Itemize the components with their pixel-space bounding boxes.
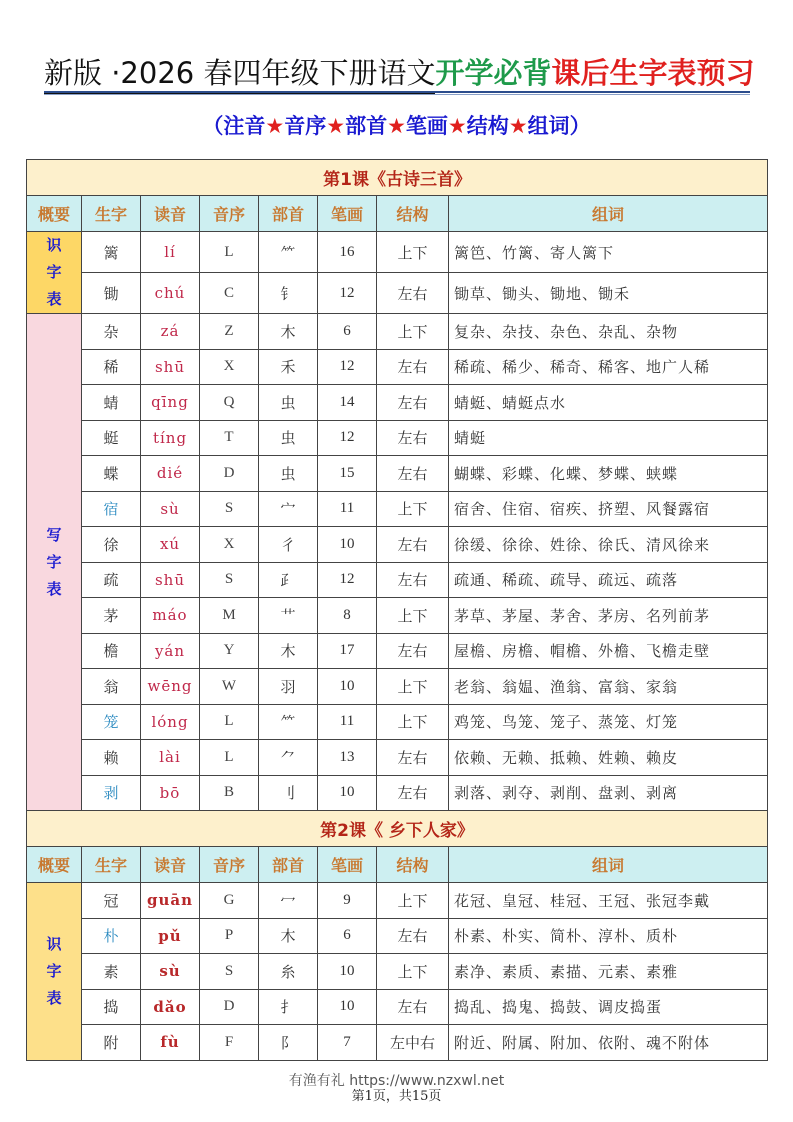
pinyin-cell: bō	[141, 775, 200, 811]
pinyin-cell: máo	[141, 598, 200, 634]
category-char: 表	[46, 290, 62, 308]
subtitle-item: 组词	[527, 114, 570, 138]
word-list-cell: 捣乱、捣鬼、捣鼓、调皮捣蛋	[449, 989, 768, 1025]
stroke-count-cell: 10	[318, 989, 377, 1025]
table-row	[27, 385, 768, 421]
column-header: 概要	[27, 196, 82, 232]
stroke-count-cell: 12	[318, 562, 377, 598]
table-row	[27, 314, 768, 350]
initial-letter-cell: C	[200, 273, 259, 314]
initial-letter-cell: X	[200, 527, 259, 563]
structure-cell: 左右	[377, 562, 449, 598]
pinyin-cell: lài	[141, 740, 200, 776]
table-row	[27, 420, 768, 456]
character-cell: 蜓	[82, 420, 141, 456]
star-icon: ★	[508, 114, 528, 138]
column-header: 组词	[449, 847, 768, 883]
structure-cell: 上下	[377, 669, 449, 705]
column-header: 生字	[82, 847, 141, 883]
table-row	[27, 989, 768, 1025]
word-list-cell: 疏通、稀疏、疏导、疏远、疏落	[449, 562, 768, 598]
word-list-cell: 鸡笼、鸟笼、笼子、蒸笼、灯笼	[449, 704, 768, 740]
stroke-count-cell: 10	[318, 954, 377, 990]
initial-letter-cell: L	[200, 704, 259, 740]
column-header: 音序	[200, 847, 259, 883]
structure-cell: 上下	[377, 314, 449, 350]
category-char: 识	[46, 934, 62, 953]
radical-cell: 木	[259, 918, 318, 954]
word-list-cell: 篱笆、竹篱、寄人篱下	[449, 232, 768, 273]
word-list-cell: 花冠、皇冠、桂冠、王冠、张冠李戴	[449, 883, 768, 919]
column-header: 生字	[82, 196, 141, 232]
radical-cell: 羽	[259, 669, 318, 705]
stroke-count-cell: 7	[318, 1025, 377, 1061]
character-cell: 杂	[82, 314, 141, 350]
character-cell: 锄	[82, 273, 141, 314]
category-cell	[27, 314, 82, 811]
pinyin-cell: chú	[141, 273, 200, 314]
table-row	[27, 775, 768, 811]
subtitle	[0, 110, 793, 140]
subtitle-item: 结构	[466, 114, 509, 138]
stroke-count-cell: 8	[318, 598, 377, 634]
radical-cell: 禾	[259, 349, 318, 385]
stroke-count-cell: 11	[318, 704, 377, 740]
stroke-count-cell: 13	[318, 740, 377, 776]
structure-cell: 上下	[377, 883, 449, 919]
initial-letter-cell: Z	[200, 314, 259, 350]
initial-letter-cell: M	[200, 598, 259, 634]
subtitle-item: 音序	[284, 114, 327, 138]
initial-letter-cell: G	[200, 883, 259, 919]
column-header: 结构	[377, 847, 449, 883]
radical-cell: ⺪	[259, 562, 318, 598]
stroke-count-cell: 12	[318, 349, 377, 385]
column-header: 笔画	[318, 196, 377, 232]
structure-cell: 左右	[377, 918, 449, 954]
lesson-title: 第2课《 乡下人家》	[27, 811, 768, 847]
word-list-cell: 老翁、翁媪、渔翁、富翁、家翁	[449, 669, 768, 705]
column-header: 读音	[141, 847, 200, 883]
pinyin-cell: fù	[141, 1025, 200, 1061]
table-row	[27, 273, 768, 314]
stroke-count-cell: 15	[318, 456, 377, 492]
pinyin-cell: dǎo	[141, 989, 200, 1025]
vocabulary-table	[26, 159, 768, 1061]
character-cell: 稀	[82, 349, 141, 385]
structure-cell: 左中右	[377, 1025, 449, 1061]
radical-cell: 虫	[259, 420, 318, 456]
stroke-count-cell: 6	[318, 314, 377, 350]
lesson-title-row	[27, 160, 768, 196]
structure-cell: 左右	[377, 456, 449, 492]
structure-cell: 左右	[377, 420, 449, 456]
table-row	[27, 918, 768, 954]
radical-cell: 木	[259, 633, 318, 669]
radical-cell: 糸	[259, 954, 318, 990]
table-row	[27, 954, 768, 990]
table-row	[27, 232, 768, 273]
table-row	[27, 704, 768, 740]
category-char: 表	[46, 988, 62, 1007]
title-part-green: 开学必背	[435, 56, 552, 90]
column-header: 读音	[141, 196, 200, 232]
subtitle-item: 注音	[223, 114, 266, 138]
category-char: 字	[46, 263, 62, 281]
table-row	[27, 527, 768, 563]
column-header: 组词	[449, 196, 768, 232]
radical-cell: 刂	[259, 775, 318, 811]
character-cell: 徐	[82, 527, 141, 563]
character-cell: 剥	[82, 775, 141, 811]
word-list-cell: 屋檐、房檐、帽檐、外檐、飞檐走壁	[449, 633, 768, 669]
radical-cell: 宀	[259, 491, 318, 527]
pinyin-cell: tíng	[141, 420, 200, 456]
radical-cell: 彳	[259, 527, 318, 563]
pinyin-cell: guān	[141, 883, 200, 919]
character-cell: 篱	[82, 232, 141, 273]
character-cell: 冠	[82, 883, 141, 919]
structure-cell: 左右	[377, 385, 449, 421]
table-row	[27, 349, 768, 385]
character-cell: 茅	[82, 598, 141, 634]
pinyin-cell: yán	[141, 633, 200, 669]
word-list-cell: 依赖、无赖、抵赖、姓赖、赖皮	[449, 740, 768, 776]
category-char: 字	[46, 552, 62, 571]
pinyin-cell: zá	[141, 314, 200, 350]
initial-letter-cell: L	[200, 232, 259, 273]
table-row	[27, 740, 768, 776]
character-cell: 宿	[82, 491, 141, 527]
pinyin-cell: shū	[141, 349, 200, 385]
table-row	[27, 1025, 768, 1061]
subtitle-open-paren: （	[202, 114, 224, 138]
watermark-text: 有渔有礼 https://www.nzxwl.net	[288, 1073, 505, 1089]
stroke-count-cell: 11	[318, 491, 377, 527]
column-header: 部首	[259, 196, 318, 232]
structure-cell: 上下	[377, 704, 449, 740]
structure-cell: 左右	[377, 273, 449, 314]
word-list-cell: 蜻蜓	[449, 420, 768, 456]
column-header: 概要	[27, 847, 82, 883]
pinyin-cell: pǔ	[141, 918, 200, 954]
star-icon: ★	[447, 114, 467, 138]
title-underline-rule	[44, 91, 750, 95]
title-part-black: 新版 ·2026 春四年级下册语文	[44, 54, 435, 94]
category-char: 写	[46, 525, 62, 544]
word-list-cell: 复杂、杂技、杂色、杂乱、杂物	[449, 314, 768, 350]
page-number: 第1页，共15页	[351, 1089, 442, 1104]
pinyin-cell: sù	[141, 491, 200, 527]
word-list-cell: 稀疏、稀少、稀奇、稀客、地广人稀	[449, 349, 768, 385]
character-cell: 蜻	[82, 385, 141, 421]
table-row	[27, 669, 768, 705]
character-cell: 赖	[82, 740, 141, 776]
stroke-count-cell: 16	[318, 232, 377, 273]
title-part-red: 课后生字表预习	[551, 56, 755, 90]
category-char: 识	[46, 236, 62, 254]
radical-cell: 艹	[259, 598, 318, 634]
lesson-title-row	[27, 811, 768, 847]
word-list-cell: 剥落、剥夺、剥削、盘剥、剥离	[449, 775, 768, 811]
radical-cell: 钅	[259, 273, 318, 314]
pinyin-cell: lí	[141, 232, 200, 273]
initial-letter-cell: Q	[200, 385, 259, 421]
character-cell: 蝶	[82, 456, 141, 492]
column-header: 结构	[377, 196, 449, 232]
word-list-cell: 蜻蜓、蜻蜓点水	[449, 385, 768, 421]
subtitle-close-paren: ）	[569, 114, 591, 138]
structure-cell: 左右	[377, 989, 449, 1025]
radical-cell: ⺈	[259, 740, 318, 776]
column-header-row	[27, 196, 768, 232]
initial-letter-cell: S	[200, 491, 259, 527]
vocabulary-table-body	[27, 160, 768, 1061]
initial-letter-cell: D	[200, 456, 259, 492]
lesson-title: 第1课《古诗三首》	[27, 160, 768, 196]
initial-letter-cell: D	[200, 989, 259, 1025]
structure-cell: 左右	[377, 740, 449, 776]
radical-cell: 扌	[259, 989, 318, 1025]
pinyin-cell: dié	[141, 456, 200, 492]
subtitle-item: 部首	[345, 114, 388, 138]
structure-cell: 上下	[377, 598, 449, 634]
column-header-row	[27, 847, 768, 883]
structure-cell: 左右	[377, 633, 449, 669]
category-cell	[27, 883, 82, 1061]
word-list-cell: 朴素、朴实、简朴、淳朴、质朴	[449, 918, 768, 954]
character-cell: 疏	[82, 562, 141, 598]
structure-cell: 左右	[377, 775, 449, 811]
column-header: 部首	[259, 847, 318, 883]
radical-cell: 阝	[259, 1025, 318, 1061]
star-icon: ★	[265, 114, 285, 138]
structure-cell: 上下	[377, 232, 449, 273]
character-cell: 檐	[82, 633, 141, 669]
table-row	[27, 491, 768, 527]
radical-cell: 虫	[259, 456, 318, 492]
word-list-cell: 锄草、锄头、锄地、锄禾	[449, 273, 768, 314]
pinyin-cell: lóng	[141, 704, 200, 740]
structure-cell: 左右	[377, 349, 449, 385]
radical-cell: ⺮	[259, 704, 318, 740]
radical-cell: 冖	[259, 883, 318, 919]
subtitle-item: 笔画	[405, 114, 448, 138]
initial-letter-cell: T	[200, 420, 259, 456]
pinyin-cell: shū	[141, 562, 200, 598]
pinyin-cell: sù	[141, 954, 200, 990]
initial-letter-cell: S	[200, 954, 259, 990]
table-row	[27, 633, 768, 669]
stroke-count-cell: 12	[318, 420, 377, 456]
character-cell: 素	[82, 954, 141, 990]
star-icon: ★	[326, 114, 346, 138]
stroke-count-cell: 9	[318, 883, 377, 919]
initial-letter-cell: Y	[200, 633, 259, 669]
word-list-cell: 徐缓、徐徐、姓徐、徐氏、清风徐来	[449, 527, 768, 563]
word-list-cell: 蝴蝶、彩蝶、化蝶、梦蝶、蛱蝶	[449, 456, 768, 492]
initial-letter-cell: B	[200, 775, 259, 811]
stroke-count-cell: 10	[318, 669, 377, 705]
stroke-count-cell: 10	[318, 527, 377, 563]
structure-cell: 左右	[377, 527, 449, 563]
word-list-cell: 宿舍、住宿、宿疾、挤塑、风餐露宿	[449, 491, 768, 527]
character-cell: 朴	[82, 918, 141, 954]
stroke-count-cell: 6	[318, 918, 377, 954]
category-char: 表	[46, 579, 62, 598]
character-cell: 捣	[82, 989, 141, 1025]
stroke-count-cell: 12	[318, 273, 377, 314]
stroke-count-cell: 14	[318, 385, 377, 421]
structure-cell: 上下	[377, 491, 449, 527]
initial-letter-cell: P	[200, 918, 259, 954]
word-list-cell: 素净、素质、素描、元素、素雅	[449, 954, 768, 990]
structure-cell: 上下	[377, 954, 449, 990]
radical-cell: 虫	[259, 385, 318, 421]
initial-letter-cell: L	[200, 740, 259, 776]
initial-letter-cell: X	[200, 349, 259, 385]
radical-cell: ⺮	[259, 232, 318, 273]
stroke-count-cell: 17	[318, 633, 377, 669]
pinyin-cell: wēng	[141, 669, 200, 705]
radical-cell: 木	[259, 314, 318, 350]
table-row	[27, 562, 768, 598]
table-row	[27, 883, 768, 919]
column-header: 笔画	[318, 847, 377, 883]
character-cell: 翁	[82, 669, 141, 705]
table-row	[27, 598, 768, 634]
document-title	[44, 54, 755, 94]
word-list-cell: 附近、附属、附加、依附、魂不附体	[449, 1025, 768, 1061]
stroke-count-cell: 10	[318, 775, 377, 811]
table-row	[27, 456, 768, 492]
category-cell	[27, 232, 82, 314]
star-icon: ★	[387, 114, 406, 138]
pinyin-cell: xú	[141, 527, 200, 563]
initial-letter-cell: F	[200, 1025, 259, 1061]
column-header: 音序	[200, 196, 259, 232]
initial-letter-cell: W	[200, 669, 259, 705]
character-cell: 笼	[82, 704, 141, 740]
word-list-cell: 茅草、茅屋、茅舍、茅房、名列前茅	[449, 598, 768, 634]
category-char: 字	[46, 961, 62, 980]
pinyin-cell: qīng	[141, 385, 200, 421]
character-cell: 附	[82, 1025, 141, 1061]
initial-letter-cell: S	[200, 562, 259, 598]
